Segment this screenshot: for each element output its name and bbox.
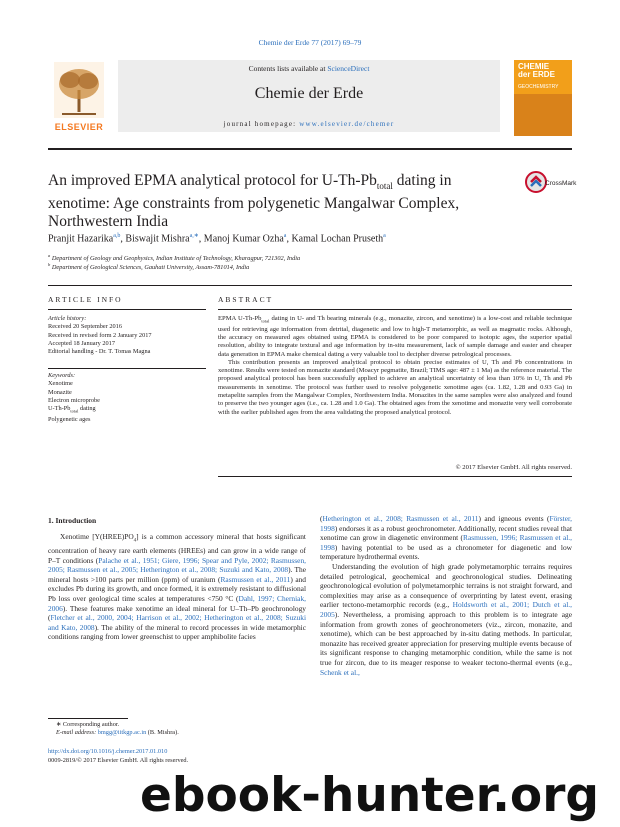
text-run: ). The ability of the mineral to record processes in wide metamorphic conditions ranging from lower greenschist to upper amphibolite facies	[48, 622, 306, 642]
text-run: ) endorses it as a robust geochronometer. Additionally, recent studies reveal that xenotime can grow in diagenetic environment (	[320, 523, 572, 543]
abstract-p1-start: EPMA U-Th-Pb	[218, 315, 262, 322]
affiliation-b	[48, 262, 572, 271]
contents-line	[118, 64, 500, 73]
journal-banner	[48, 60, 572, 138]
abstract-rule	[218, 309, 572, 310]
keywords-rule	[48, 368, 206, 369]
elsevier-wordmark: ELSEVIER	[54, 122, 104, 132]
keyword-item: Electron microprobe	[48, 396, 100, 404]
email-label: E-mail address:	[56, 729, 98, 736]
text-run: (	[320, 514, 323, 523]
author-3[interactable]: Manoj Kumar Ozha	[203, 233, 284, 245]
article-info-heading: ARTICLE INFO	[48, 295, 123, 304]
journal-cover-image	[514, 60, 572, 136]
email-note	[56, 729, 179, 736]
header-divider	[48, 148, 572, 150]
introduction-heading: 1. Introduction	[48, 516, 97, 525]
author-1[interactable]: Pranjit Hazarika	[48, 233, 114, 245]
text-run: ). The mineral hosts >100 parts per million (ppm) of uranium (	[48, 565, 306, 584]
history-editor: Editorial handling - Dr. T. Tomas Magna	[48, 348, 151, 356]
keyword-item: Polygenetic ages	[48, 415, 91, 423]
affiliation-a	[48, 253, 572, 262]
author-2[interactable]: Biswajit Mishra	[125, 233, 190, 245]
history-label: Article history:	[48, 315, 87, 322]
abstract-p1-rest: dating in U- and Th bearing minerals (e.g., monazite, zircon, and xenotime) is a low-cost and reliable technique used for retrieving age information from detrital, diagenetic and low to high-T metamorphic, as well as magmatic rocks. Although, the accuracy on measured ages obtained using EPMA is considered to be poor compared to isotopic ages, the superior spatial resolution, ability to integrate textural and age information by in-situ measurement, lack of sample damage and easier and cheaper data generation in EPMA make chemical dating a very valuable tool to decipher diverse petrological processes.	[218, 315, 573, 358]
keyword-utpb-sub: total	[70, 408, 79, 414]
intro-paragraph-1	[48, 532, 306, 642]
citation-link[interactable]: Hetherington et al., 2008; Rasmussen et al., 2011	[322, 514, 479, 523]
footnote-rule	[48, 718, 128, 719]
abstract-end-rule	[218, 476, 572, 477]
homepage-link[interactable]: www.elsevier.de/chemer	[299, 120, 395, 128]
affiliation-b-text: Department of Geological Sciences, Gauhati University, Assam-781014, India	[51, 264, 250, 272]
text-run: Xenotime [Y(HREE)PO	[60, 532, 134, 541]
homepage-prefix: journal homepage:	[223, 120, 300, 128]
cover-subtitle: GEOCHEMISTRY	[518, 84, 559, 90]
sciencedirect-link[interactable]: ScienceDirect	[327, 64, 370, 73]
author-4-sup[interactable]: a	[383, 233, 386, 239]
footnote-text: Corresponding author.	[61, 721, 120, 728]
affiliation-a-sup: a	[48, 253, 51, 258]
email-link[interactable]: bmgg@iitkgp.ac.in	[97, 729, 147, 736]
citation-link[interactable]: Schenk et al.,	[320, 667, 360, 677]
article-title	[48, 172, 478, 231]
elsevier-tree-logo	[48, 60, 110, 130]
keyword-item-utpb	[48, 405, 206, 416]
issn-line: 0009-2819/© 2017 Elsevier GmbH. All rights reserved.	[48, 757, 189, 764]
abstract-body	[218, 315, 572, 417]
abstract-p1-sub: total	[261, 318, 270, 324]
affiliation-b-sup: b	[48, 262, 51, 267]
body-column-right	[320, 514, 572, 677]
abstract-copyright: © 2017 Elsevier GmbH. All rights reserved.	[455, 464, 572, 471]
keyword-utpb-tail: dating	[78, 405, 96, 413]
citation-link[interactable]: Förster, 1998	[320, 514, 572, 533]
author-1-sup[interactable]: a,b	[113, 233, 121, 239]
citation-link[interactable]: Palache et al., 1951; Giere, 1996; Spear and Pyle, 2002; Rasmussen, 2005; Rasmussen et al., 2005; Hetherington et al., 2008; Suzuki and Kato, 2008	[48, 555, 306, 575]
corresponding-author-note	[56, 721, 119, 728]
citation-link[interactable]: Fletcher et al., 2000, 2004; Harrison et al., 2002; Hetherington et al., 2008; Suzuki and Kato, 2008	[48, 613, 306, 632]
author-list: Pranjit Hazarika$^{a,b}$, Biswajit Mishra$^{a,∗}$, Manoj Kumar Ozha$^a$, Kamal Lochan Pruseth$^a$	[48, 233, 386, 245]
author-2-sup[interactable]: a,∗	[189, 233, 199, 239]
title-part1: An improved EPMA analytical protocol for U-Th-Pb	[48, 172, 377, 189]
keyword-item: Monazite	[48, 388, 72, 396]
cover-title-line2: der ERDE	[518, 70, 555, 79]
cover-photo	[514, 94, 572, 136]
article-history	[48, 315, 206, 356]
text-run: ) having potential to be used as a chronometer for diagenetic and low temperature hydrothermal events.	[320, 542, 572, 562]
article-info-rule	[48, 309, 206, 310]
history-revised: Received in revised form 2 January 2017	[48, 331, 152, 339]
intro-paragraph-2	[320, 562, 572, 677]
journal-title: Chemie der Erde	[254, 85, 364, 102]
abstract-paragraph-2: This contribution presents an improved analytical protocol to obtain precise estimates of U, Th and Pb concentrations in xenotime. Results were tested on monazite standard (Moacyr pegmatite, Brazil; TIMS age: 487 ± 1 Ma) as the reference material. The proposed analytical protocol has been successfully applied to achieve an analytical uncertainty of less than 10% in U, Th and Pb measurements in xenotime. The protocol was further used to resolve polygenetic xenotime ages (ca. 1.82, 1.28 and 0.93 Ga) in metapelite samples from the Mangalwar Complex, Northwestern India. Monazites in the same samples were also analyzed and found to preserve the two younger ages (i.e., ca. 1.28 and 1.0 Ga). The obtained ages from the xenotime and monazite very well corroborate with the earlier published ages from the area validating the proposed analytical protocol.	[218, 358, 573, 416]
text-run: ) and excludes Pb during its growth, and once formed, it is extremely resistant to diffusional Pb loss over geological time scales at temperatures <750 °C (	[48, 574, 307, 604]
section-divider	[48, 285, 572, 286]
watermark-text: ebook-hunter.org	[140, 768, 600, 823]
title-part2: dating in xenotime: Age constraints from polygenetic Mangalwar Complex, Northwestern India	[48, 172, 460, 231]
text-run: ). These features make xenotime an ideal mineral for U–Th–Pb geochronology (	[48, 603, 306, 623]
text-run: ). Nevertheless, a promising approach to this problem is to integrate age information from growth zones of geochronometers (viz., zircon, monazite, and xenotime), which can be best approached by in-situ dating methods. In particular, monazite has received greater appreciation for preserving multiple events because of its significant response to changing metamorphic condition, while the same is not true for zircon, due to its meager response to weaker tectono-thermal events (e.g.,	[320, 609, 572, 667]
text-run: ) and igneous events (	[478, 514, 550, 523]
text-run: ] is a common accessory mineral that hosts significant concentration of heavy rare earth elements (HREEs) and can grow in a wide range of P–T conditions (	[48, 532, 306, 565]
keywords	[48, 372, 206, 424]
author-4[interactable]: Kamal Lochan Pruseth	[291, 233, 384, 245]
citation-link[interactable]: Rasmussen et al., 2011	[220, 574, 291, 584]
abstract-paragraph-1	[218, 315, 572, 359]
body-column-left	[48, 532, 306, 642]
title-subscript: total	[376, 181, 393, 192]
cover-title	[518, 63, 555, 79]
footnote-mark: ∗	[56, 721, 62, 728]
doi-link[interactable]: http://dx.doi.org/10.1016/j.chemer.2017.01.010	[48, 748, 168, 755]
citation-link[interactable]: Holdsworth et al., 2001; Dutch et al., 2005	[320, 600, 572, 619]
keyword-item: Xenotime	[48, 380, 73, 388]
journal-citation[interactable]: Chemie der Erde 77 (2017) 69–79	[258, 38, 362, 47]
keywords-label: Keywords:	[48, 372, 76, 379]
citation-link[interactable]: Dahl, 1997; Cherniak, 2006	[48, 594, 306, 613]
text-run-sub: 4	[133, 538, 137, 544]
homepage-line	[118, 120, 500, 128]
author-3-sup[interactable]: a	[283, 233, 287, 239]
contents-prefix: Contents lists available at	[248, 64, 328, 73]
keyword-utpb-main: U-Th-Pb	[48, 405, 71, 413]
cover-title-line1: CHEMIE	[518, 62, 550, 71]
banner-box	[118, 60, 500, 132]
intro-paragraph-1-cont	[320, 514, 572, 562]
abstract-heading: ABSTRACT	[218, 295, 274, 304]
affiliation-a-text: Department of Geology and Geophysics, Indian Institute of Technology, Kharagpur, 721302, India	[51, 255, 301, 263]
text-run: Understanding the evolution of high grade polymetamorphic terrains requires detailed petrological, geochemical and geochronological studies. Delineating geochronological evolution of polymetamorphic terrains is not straight forward, and complexities may arise as a consequence of overprinting by latest event, erasing earlier tectono-metamorphic records (e.g.,	[320, 561, 572, 610]
citation-link[interactable]: Rasmussen, 1996; Rasmussen et al., 1998	[320, 533, 572, 552]
crossmark-label[interactable]: CrossMark	[545, 180, 577, 187]
history-accepted: Accepted 18 January 2017	[48, 339, 115, 347]
history-received: Received 20 September 2016	[48, 323, 122, 331]
email-name: (B. Mishra).	[146, 729, 179, 736]
